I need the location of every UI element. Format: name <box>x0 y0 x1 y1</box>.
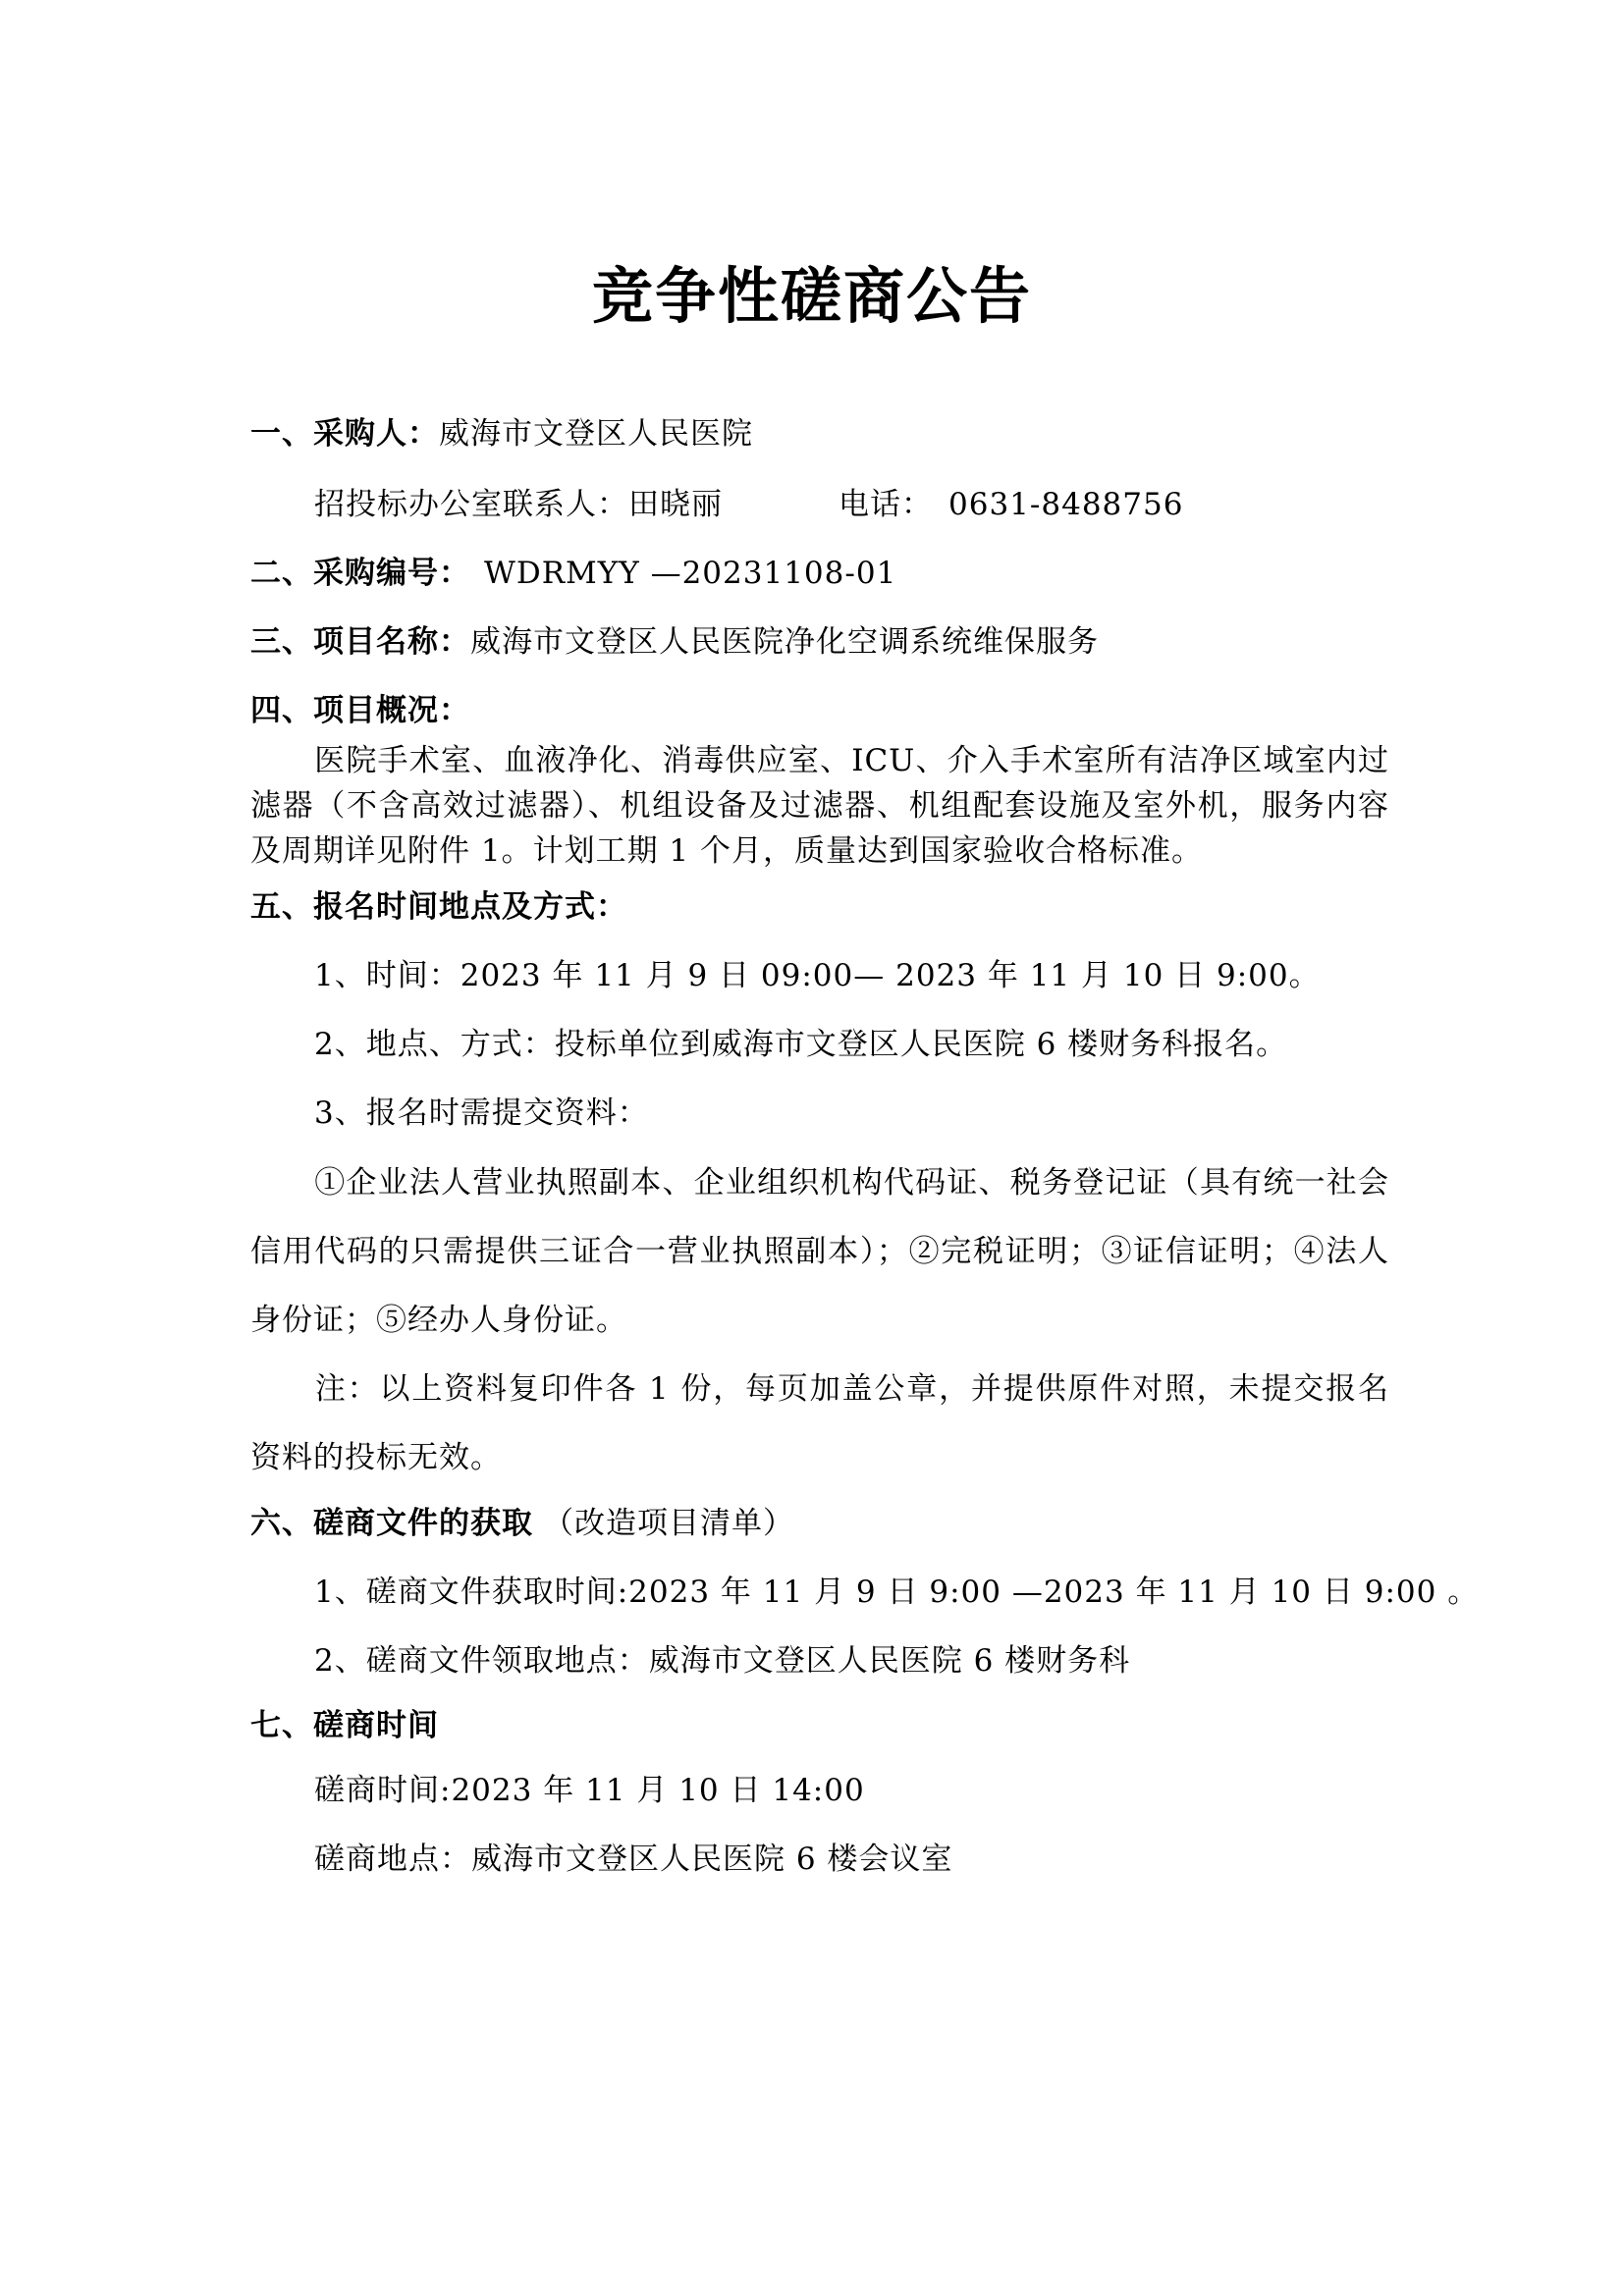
section-purchaser <box>250 412 753 455</box>
documents-place: 2、磋商文件领取地点：威海市文登区人民医院 6 楼财务科 <box>314 1643 1131 1679</box>
section-procurement-number-value: WDRMYY —20231108-01 <box>484 556 897 591</box>
documents-time: 1、磋商文件获取时间:2023 年 11 月 9 日 9:00 —2023 年 11 月 10 日 9:00 。 <box>314 1575 1480 1610</box>
section-project-name-heading: 三、项目名称： <box>250 624 470 660</box>
registration-place: 2、地点、方式：投标单位到威海市文登区人民医院 6 楼财务科报名。 <box>314 1027 1288 1062</box>
section-registration-heading: 五、报名时间地点及方式： <box>250 889 627 925</box>
section-documents-note: （改造项目清单） <box>543 1506 794 1541</box>
section-procurement-number <box>250 552 896 595</box>
registration-materials-text: ①企业法人营业执照副本、企业组织机构代码证、税务登记证（具有统一社会信用代码的只需提供三证合一营业执照副本）；②完税证明；③证信证明；④法人身份证；⑤经办人身份证。 <box>250 1165 1389 1338</box>
section-project-name-value: 威海市文登区人民医院净化空调系统维保服务 <box>470 624 1099 660</box>
consultation-time: 磋商时间:2023 年 11 月 10 日 14:00 <box>314 1773 865 1808</box>
registration-note <box>250 1355 1389 1492</box>
section-purchaser-value: 威海市文登区人民医院 <box>439 416 753 452</box>
phone-label: 电话： <box>839 487 933 522</box>
section-purchaser-heading: 一、采购人： <box>250 416 439 452</box>
phone-value: 0631-8488756 <box>948 487 1184 522</box>
registration-time: 1、时间：2023 年 11 月 9 日 09:00— 2023 年 11 月 10 日 9:00。 <box>314 958 1321 993</box>
section-consultation-heading: 七、磋商时间 <box>250 1708 439 1743</box>
consultation-place: 磋商地点：威海市文登区人民医院 6 楼会议室 <box>314 1842 953 1877</box>
registration-note-text: 注：以上资料复印件各 1 份，每页加盖公章，并提供原件对照，未提交报名资料的投标无效。 <box>250 1371 1389 1475</box>
section-project-name <box>250 620 1099 664</box>
section-procurement-number-heading: 二、采购编号： <box>250 556 470 591</box>
registration-materials-label: 3、报名时需提交资料： <box>314 1095 649 1131</box>
section-documents-heading: 六、磋商文件的获取 <box>250 1506 533 1541</box>
registration-materials <box>250 1148 1389 1355</box>
section-overview-heading: 四、项目概况： <box>250 693 470 728</box>
section-overview-body <box>250 738 1389 874</box>
section-documents <box>250 1502 794 1545</box>
purchaser-contact-line <box>314 483 1183 526</box>
document-title: 竞争性磋商公告 <box>591 260 1032 332</box>
contact-label: 招投标办公室联系人：田晓丽 <box>314 487 723 522</box>
overview-text: 医院手术室、血液净化、消毒供应室、ICU、介入手术室所有洁净区域室内过滤器（不含高效过滤器）、机组设备及过滤器、机组配套设施及室外机，服务内容及周期详见附件 1。计划工期 1 个月，质量达到国家验收合格标准。 <box>250 743 1389 869</box>
